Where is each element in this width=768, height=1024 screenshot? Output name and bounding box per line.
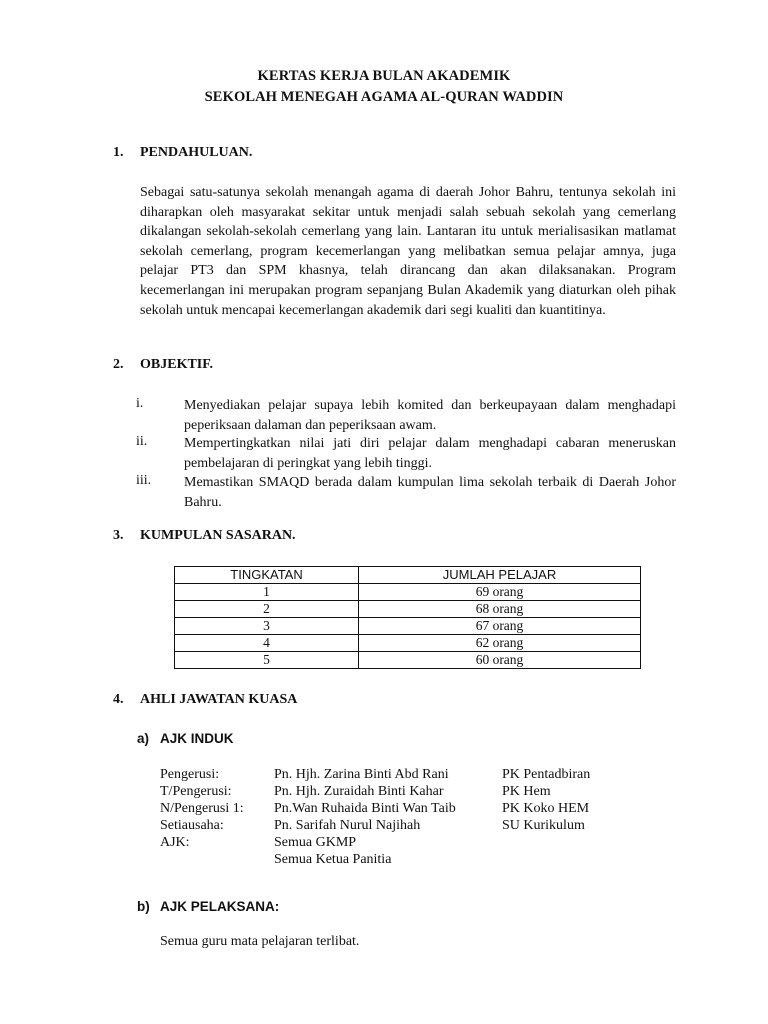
- objective-2-text: Mempertingkatkan nilai jati diri pelajar dalam menghadapi cabaran meneruskan pembelajaran di peringkat yang lebih tinggi.: [184, 436, 676, 471]
- cell-tingkatan: 3: [175, 618, 359, 635]
- cell-jumlah: 69 orang: [359, 584, 641, 601]
- objective-3-number: iii.: [136, 473, 152, 488]
- committee-name: Semua Ketua Panitia: [274, 852, 392, 867]
- committee-position: PK Pentadbiran: [502, 767, 591, 782]
- document-title-line1: KERTAS KERJA BULAN AKADEMIK: [257, 68, 511, 84]
- committee-name: Pn. Hjh. Zuraidah Binti Kahar: [274, 784, 444, 799]
- intro-paragraph: Sebagai satu-satunya sekolah menangah agama di daerah Johor Bahru, tentunya sekolah ini diharapkan oleh masyarakat sekitar untuk menjadi salah sebuah sekolah yang cemerlang dikalangan sekolah-sekolah cemerlang yang lain. Lantaran itu untuk merialisasikan matlamat sekolah cemerlang, program kecemerlangan yang melibatkan semua pelajar amnya, juga pelajar PT3 dan SPM khasnya, telah dirancang dan akan dilaksanakan. Program kecemerlangan ini merupakan program sepanjang Bulan Akademik yang diaturkan oleh pihak sekolah untuk mencapai kecemerlangan akademik dari segi kualiti dan kuantitinya.: [140, 185, 676, 318]
- column-header-jumlah-pelajar: JUMLAH PELAJAR: [359, 567, 641, 584]
- section-4-number: 4.: [113, 692, 124, 707]
- section-2-title: OBJEKTIF.: [140, 357, 214, 372]
- committee-name: Semua GKMP: [274, 835, 357, 850]
- table-header-row: [175, 567, 641, 584]
- section-1-number: 1.: [113, 145, 124, 160]
- objective-2-number: ii.: [136, 434, 148, 449]
- section-3-number: 3.: [113, 528, 124, 543]
- column-header-tingkatan: TINGKATAN: [175, 567, 359, 584]
- committee-role: AJK:: [160, 835, 190, 850]
- ajk-pelaksana-text: Semua guru mata pelajaran terlibat.: [160, 934, 360, 949]
- table-row: [175, 652, 641, 669]
- section-2-number: 2.: [113, 357, 124, 372]
- committee-name: Pn. Hjh. Zarina Binti Abd Rani: [274, 767, 449, 782]
- section-3-title: KUMPULAN SASARAN.: [140, 528, 296, 543]
- committee-role: Pengerusi:: [160, 767, 220, 782]
- committee-position: PK Hem: [502, 784, 551, 799]
- cell-jumlah: 67 orang: [359, 618, 641, 635]
- cell-jumlah: 68 orang: [359, 601, 641, 618]
- committee-role: N/Pengerusi 1:: [160, 801, 244, 816]
- cell-tingkatan: 2: [175, 601, 359, 618]
- committee-name: Pn. Sarifah Nurul Najihah: [274, 818, 421, 833]
- committee-role: T/Pengerusi:: [160, 784, 232, 799]
- cell-jumlah: 60 orang: [359, 652, 641, 669]
- target-group-table: [174, 566, 641, 669]
- ajk-pelaksana-title: AJK PELAKSANA:: [160, 899, 280, 914]
- objective-1-text: Menyediakan pelajar supaya lebih komited dan berkeupayaan dalam menghadapi peperiksaan dalaman dan peperiksaan awam.: [184, 398, 676, 433]
- ajk-pelaksana-label: b): [137, 899, 150, 914]
- ajk-induk-label: a): [137, 731, 150, 746]
- table-row: [175, 601, 641, 618]
- table-row: [175, 584, 641, 601]
- ajk-induk-title: AJK INDUK: [160, 731, 234, 746]
- committee-position: SU Kurikulum: [502, 818, 585, 833]
- table-row: [175, 618, 641, 635]
- table-row: [175, 635, 641, 652]
- cell-tingkatan: 5: [175, 652, 359, 669]
- cell-tingkatan: 4: [175, 635, 359, 652]
- committee-name: Pn.Wan Ruhaida Binti Wan Taib: [274, 801, 456, 816]
- section-1-title: PENDAHULUAN.: [140, 145, 253, 160]
- committee-position: PK Koko HEM: [502, 801, 590, 816]
- cell-jumlah: 62 orang: [359, 635, 641, 652]
- cell-tingkatan: 1: [175, 584, 359, 601]
- section-4-title: AHLI JAWATAN KUASA: [140, 692, 298, 707]
- objective-3-text: Memastikan SMAQD berada dalam kumpulan lima sekolah terbaik di Daerah Johor Bahru.: [184, 475, 676, 510]
- document-title-line2: SEKOLAH MENEGAH AGAMA AL-QURAN WADDIN: [204, 89, 564, 105]
- objective-1-number: i.: [136, 396, 144, 411]
- committee-role: Setiausaha:: [160, 818, 224, 833]
